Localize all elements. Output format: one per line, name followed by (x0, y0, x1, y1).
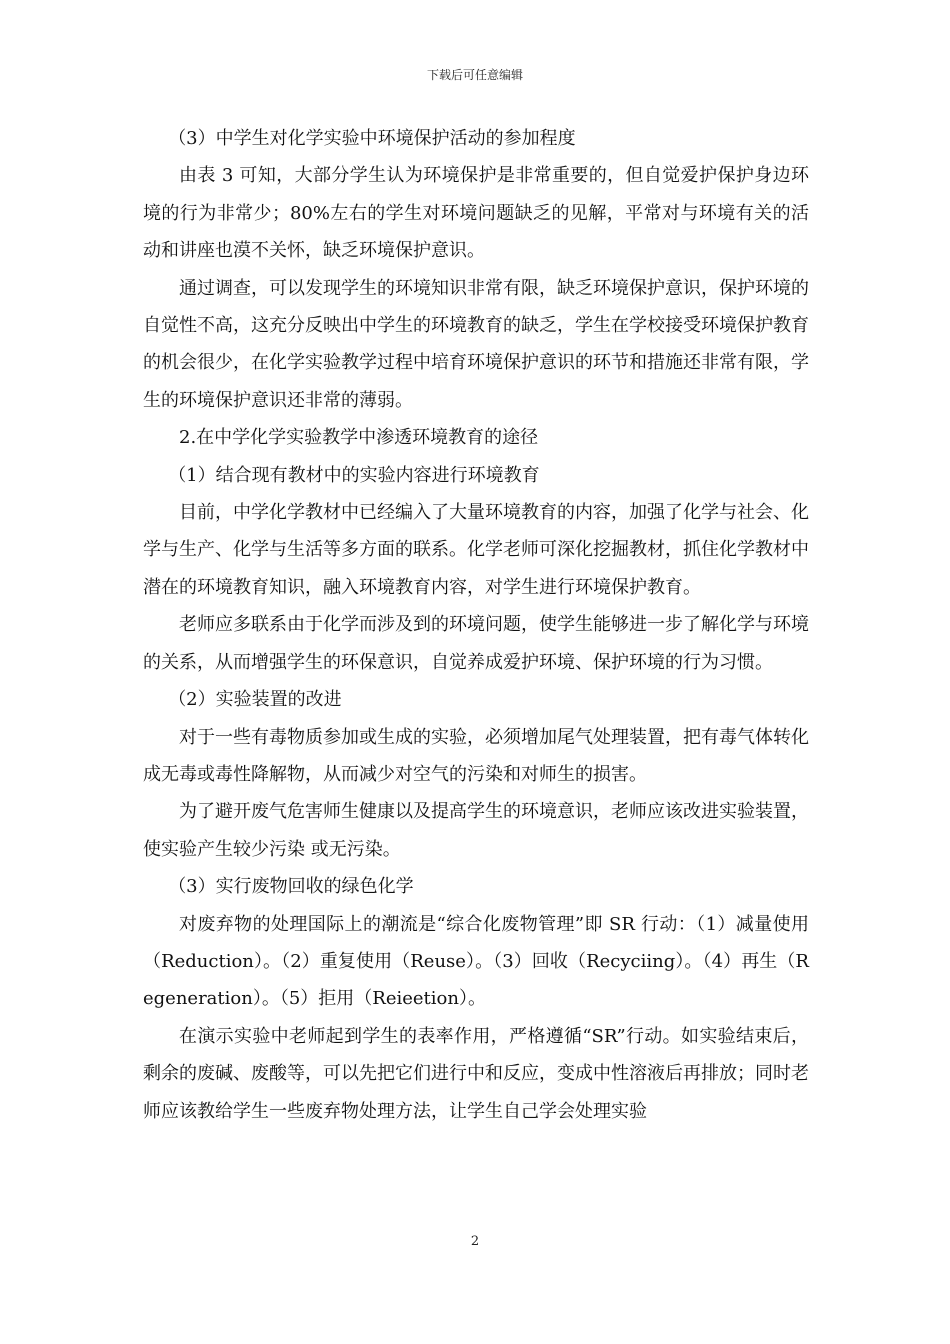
paragraph: 通过调查，可以发现学生的环境知识非常有限，缺乏环境保护意识，保护环境的自觉性不高，这充分反映出中学生的环境教育的缺乏，学生在学校接受环境保护教育的机会很少，在化学实验教学过程中培育环境保护意识的环节和措施还非常有限，学生的环境保护意识还非常的薄弱。 (143, 277, 809, 411)
section-heading: 2.在中学化学实验教学中渗透环境教育的途径 (179, 427, 539, 449)
document-body (143, 120, 809, 1130)
subheading-apparatus: （2）实验装置的改进 (168, 689, 342, 711)
paragraph: 对于一些有毒物质参加或生成的实验，必须增加尾气处理装置，把有毒气体转化成无毒或毒性降解物，从而减少对空气的污染和对师生的损害。 (143, 726, 809, 785)
subheading-textbook: （1）结合现有教材中的实验内容进行环境教育 (168, 464, 540, 486)
paragraph: 对废弃物的处理国际上的潮流是“综合化废物管理”即 SR 行动：（1）减量使用（Reduction）。（2）重复使用（Reuse）。（3）回收（Recyciing）。（4）再生（Regeneration）。（5）拒用（Reieetion）。 (143, 913, 809, 1010)
subheading-green-chemistry: （3）实行废物回收的绿色化学 (168, 876, 414, 898)
page-header: 下载后可任意编辑 (426, 68, 523, 82)
paragraph: 为了避开废气危害师生健康以及提高学生的环境意识，老师应该改进实验装置，使实验产生较少污染 或无污染。 (143, 801, 809, 860)
paragraph: 由表 3 可知，大部分学生认为环境保护是非常重要的，但自觉爱护保护身边环境的行为非常少；80%左右的学生对环境问题缺乏的见解，平常对与环境有关的活动和讲座也漠不关怀，缺乏环境保护意识。 (143, 165, 809, 262)
paragraph: 目前，中学化学教材中已经编入了大量环境教育的内容，加强了化学与社会、化学与生产、化学与生活等多方面的联系。化学老师可深化挖掘教材，抓住化学教材中潜在的环境教育知识，融入环境教育内容，对学生进行环境保护教育。 (143, 502, 809, 598)
page-number: 2 (470, 1234, 480, 1249)
paragraph: 在演示实验中老师起到学生的表率作用，严格遵循“SR”行动。如实验结束后，剩余的废碱、废酸等，可以先把它们进行中和反应，变成中性溶液后再排放；同时老师应该教给学生一些废弃物处理方法，让学生自己学会处理实验 (143, 1025, 809, 1122)
paragraph: 老师应多联系由于化学而涉及到的环境问题，使学生能够进一步了解化学与环境的关系，从而增强学生的环保意识，自觉养成爱护环境、保护环境的行为习惯。 (143, 614, 809, 673)
subheading-participation: （3）中学生对化学实验中环境保护活动的参加程度 (168, 128, 576, 149)
